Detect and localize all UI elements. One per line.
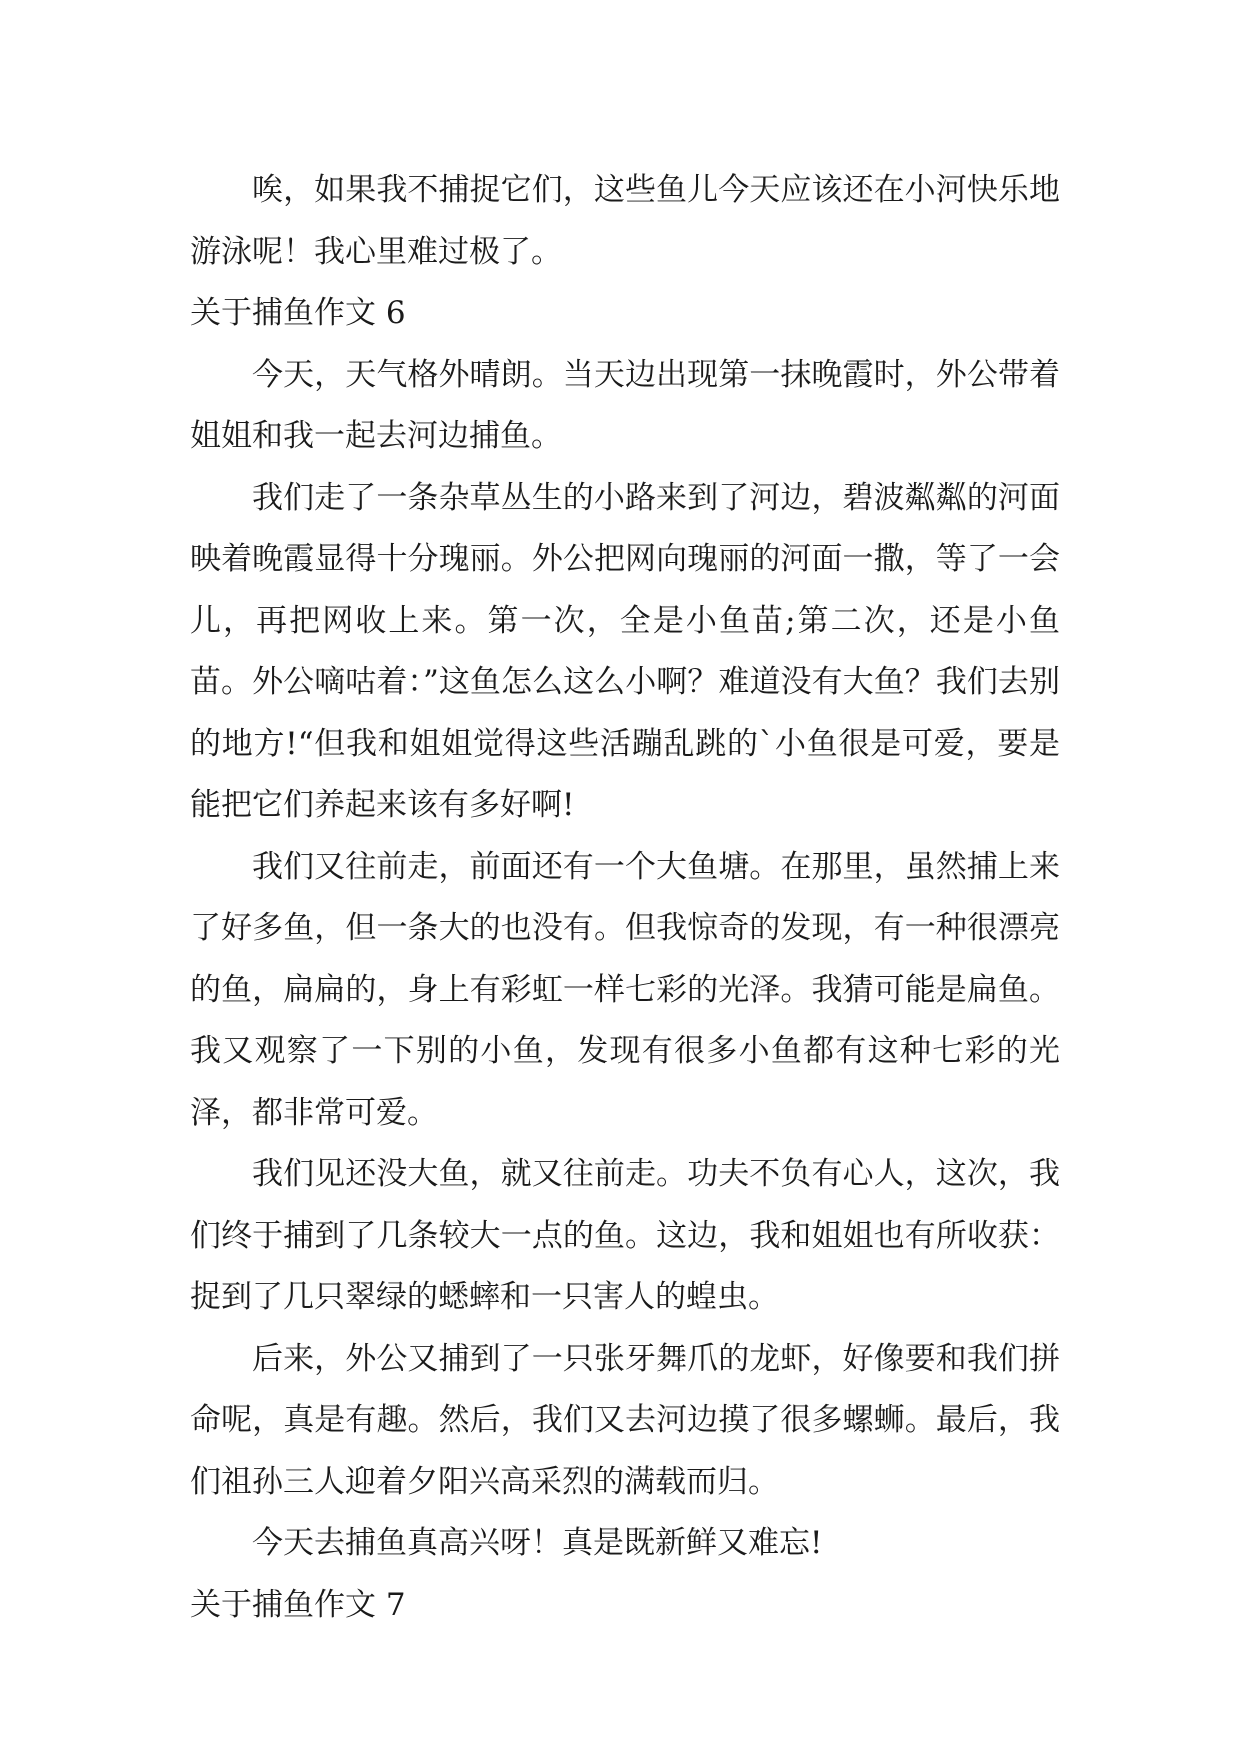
paragraph: 我们又往前走，前面还有一个大鱼塘。在那里，虽然捕上来了好多鱼，但一条大的也没有。但我惊奇的发现，有一种很漂亮的鱼，扁扁的，身上有彩虹一样七彩的光泽。我猜可能是扁鱼。我又观察了一下别的小鱼，发现有很多小鱼都有这种七彩的光泽，都非常可爱。 [190,848,1060,1131]
paragraph: 唉，如果我不捕捉它们，这些鱼儿今天应该还在小河快乐地游泳呢！我心里难过极了。 [190,172,1060,270]
paragraph: 我们见还没大鱼，就又往前走。功夫不负有心人，这次，我们终于捕到了几条较大一点的鱼。这边，我和姐姐也有所收获：捉到了几只翠绿的蟋蟀和一只害人的蝗虫。 [190,1156,1060,1315]
paragraph: 今天，天气格外晴朗。当天边出现第一抹晚霞时，外公带着姐姐和我一起去河边捕鱼。 [190,356,1060,454]
paragraph: 我们走了一条杂草丛生的小路来到了河边，碧波粼粼的河面映着晚霞显得十分瑰丽。外公把网向瑰丽的河面一撒，等了一会儿，再把网收上来。第一次，全是小鱼苗;第二次，还是小鱼苗。外公嘀咕着：”这鱼怎么这么小啊？难道没有大鱼？我们去别的地方!“但我和姐姐觉得这些活蹦乱跳的`小鱼很是可爱，要是能把它们养起来该有多好啊! [190,479,1060,823]
section-heading: 关于捕鱼作文 7 [190,1586,406,1623]
paragraph: 后来，外公又捕到了一只张牙舞爪的龙虾，好像要和我们拼命呢，真是有趣。然后，我们又去河边摸了很多螺蛳。最后，我们祖孙三人迎着夕阳兴高采烈的满载而归。 [190,1340,1060,1500]
document-page [190,160,1060,1636]
section-heading: 关于捕鱼作文 6 [190,295,406,331]
paragraph: 今天去捕鱼真高兴呀！真是既新鲜又难忘! [252,1525,823,1561]
